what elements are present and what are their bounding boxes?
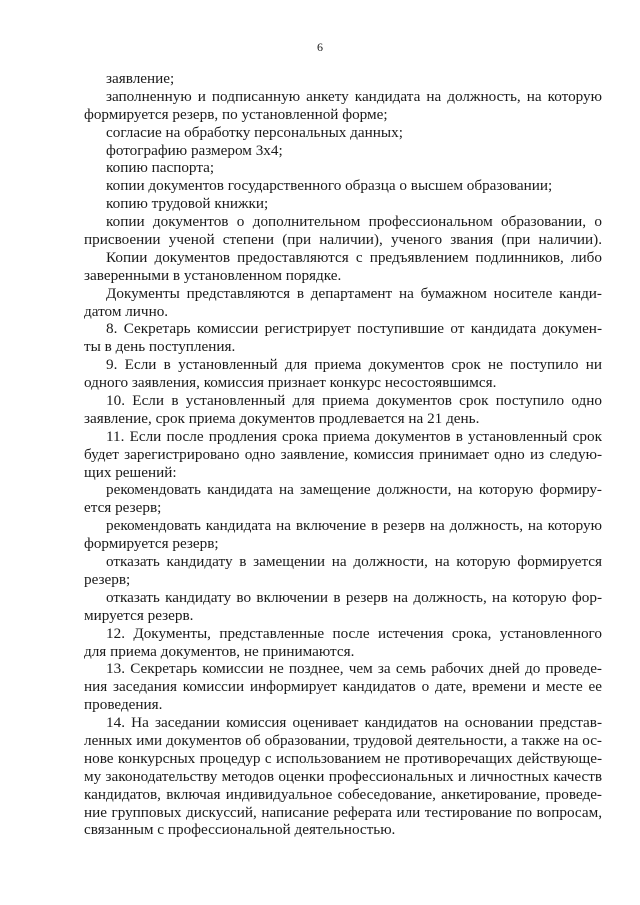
text-line: присвоении ученой степени (при наличии), ученого звания (при наличии).	[84, 231, 602, 249]
text-line: фотографию размером 3х4;	[106, 141, 283, 159]
text-line: 11. Если после продления срока приема документов в установленный срок	[106, 427, 602, 445]
text-line: резерв;	[84, 570, 131, 588]
text-line: ется резерв;	[84, 499, 162, 517]
text-line: будет зарегистрировано одно заявление, комиссия принимает одно из следую-	[84, 445, 602, 463]
text-line: формируется резерв;	[84, 535, 219, 553]
text-line: му законодательству методов оценки профессиональных и личностных качеств	[84, 767, 602, 785]
text-line: заверенными в установленном порядке.	[84, 266, 342, 284]
text-line: согласие на обработку персональных данных;	[106, 123, 403, 141]
text-line: 8. Секретарь комиссии регистрирует поступившие от кандидата докумен-	[106, 320, 602, 338]
text-line: проведения.	[84, 696, 163, 714]
text-line: рекомендовать кандидата на включение в резерв на должность, на которую	[106, 517, 602, 535]
text-line: Документы представляются в департамент на бумажном носителе канди-	[106, 284, 602, 302]
text-line: 14. На заседании комиссия оценивает кандидатов на основании представ-	[106, 714, 602, 732]
text-line: одного заявления, комиссия признает конкурс несостоявшимся.	[84, 374, 497, 392]
text-line: отказать кандидату в замещении на должности, на которую формируется	[106, 553, 602, 571]
text-line: Копии документов предоставляются с предъявлением подлинников, либо	[106, 248, 602, 266]
text-line: связанным с профессиональной деятельностью.	[84, 821, 396, 839]
text-line: копию трудовой книжки;	[106, 195, 269, 213]
text-line: копию паспорта;	[106, 159, 215, 177]
text-line: ленных ими документов об образовании, трудовой деятельности, а также на ос-	[84, 731, 602, 749]
text-line: отказать кандидату во включении в резерв на должность, на которую фор-	[106, 588, 602, 606]
text-line: рекомендовать кандидата на замещение должности, на которую формиру-	[106, 481, 602, 499]
text-line: 12. Документы, представленные после истечения срока, установленного	[106, 624, 602, 642]
text-line: ния заседания комиссии информирует кандидатов о дате, времени и месте ее	[84, 678, 602, 696]
text-line: 10. Если в установленный для приема документов срок поступило одно	[106, 392, 602, 410]
page-number: 6	[317, 40, 323, 54]
document-body	[84, 70, 602, 839]
text-line: копии документов государственного образца о высшем образовании;	[106, 177, 553, 195]
text-line: заявление;	[106, 70, 175, 87]
text-line: ты в день поступления.	[84, 338, 236, 356]
text-line: копии документов о дополнительном профессиональном образовании, о	[106, 213, 602, 231]
text-line: для приема документов, не принимаются.	[84, 642, 355, 660]
text-line: 9. Если в установленный для приема документов срок не поступило ни	[106, 356, 602, 374]
text-line: формируется резерв, по установленной форме;	[84, 105, 388, 123]
text-line: мируется резерв.	[84, 606, 194, 624]
text-line: ние групповых дискуссий, написание реферата или тестирование по вопросам,	[84, 803, 602, 821]
text-line: щих решений:	[84, 463, 177, 481]
text-line: нове конкурсных процедур с использованием не противоречащих действующе-	[84, 749, 602, 767]
text-line: 13. Секретарь комиссии не позднее, чем за семь рабочих дней до проведе-	[106, 660, 602, 678]
text-line: заполненную и подписанную анкету кандидата на должность, на которую	[106, 87, 602, 105]
text-line: заявление, срок приема документов продлевается на 21 день.	[84, 409, 480, 427]
text-line: кандидатов, включая индивидуальное собеседование, анкетирование, проведе-	[84, 785, 602, 803]
text-line: датом лично.	[84, 302, 169, 320]
